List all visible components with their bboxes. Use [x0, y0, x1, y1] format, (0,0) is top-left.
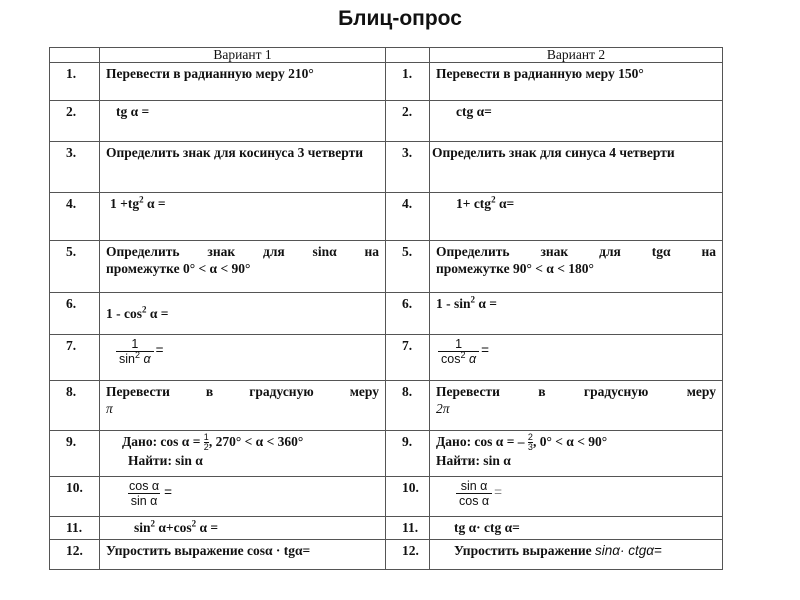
v1-question-2: tg α = — [100, 101, 386, 142]
table-row — [50, 241, 723, 293]
row-number: 10. — [50, 477, 100, 517]
row-number: 10. — [386, 477, 430, 517]
row-number: 1. — [50, 63, 100, 101]
v1-question-5: Определить знак для sinα на промежутке 0° < α < 90° — [100, 241, 386, 293]
row-number: 9. — [50, 431, 100, 477]
page-title: Блиц-опрос — [338, 7, 462, 30]
row-number: 1. — [386, 63, 430, 101]
table-row — [50, 293, 723, 335]
v1-question-6: $1 - \cos^2 \alpha$ = — [100, 293, 386, 335]
row-number: 12. — [386, 540, 430, 570]
table-row — [50, 431, 723, 477]
row-number: 3. — [50, 142, 100, 193]
v2-question-10: $\frac{\text{sin α}}{\text{cos α}}$ = — [430, 477, 723, 517]
table-row — [50, 517, 723, 540]
row-number: 11. — [50, 517, 100, 540]
v2-fraction-10: $\frac{\text{sin α}}{\text{cos α}}$ — [456, 479, 492, 508]
v2-question-3: Определить знак для синуса 4 четверти — [430, 142, 723, 193]
v1-question-12: Упростить выражение cosα · tgα= — [100, 540, 386, 570]
row-number: 7. — [50, 335, 100, 381]
table-row — [50, 381, 723, 431]
v2-question-8: Перевести в градусную меру 2π — [430, 381, 723, 431]
quiz-table — [49, 47, 723, 570]
v1-question-7: $\frac{1}{\sin^2 \alpha}$ = — [100, 335, 386, 381]
row-number: 12. — [50, 540, 100, 570]
v1-question-3: Определить знак для косинуса 3 четверти — [100, 142, 386, 193]
row-number: 7. — [386, 335, 430, 381]
v2-question-7: $\frac{1}{\cos^2 \alpha}$ = — [430, 335, 723, 381]
row-number: 2. — [50, 101, 100, 142]
v2-question-6: $1 - \sin^2 \alpha$ = — [430, 293, 723, 335]
table-row — [50, 142, 723, 193]
v1-question-8: Перевести в градусную меру π — [100, 381, 386, 431]
v1-question-10: $\frac{\text{cos α}}{\text{sin α}}$ = — [100, 477, 386, 517]
row-number: 5. — [50, 241, 100, 293]
row-number: 6. — [50, 293, 100, 335]
v2-question-12: Упростить выражение sinα· ctgα= — [430, 540, 723, 570]
header-variant-1: Вариант 1 — [100, 48, 386, 63]
v2-question-4: 1+ ctg$^2$ α= — [430, 193, 723, 241]
row-number: 8. — [386, 381, 430, 431]
v1-question-9: Дано: cos α = $\frac{1}{2}$ , 270° < α < 360° Найти: sin α — [100, 431, 386, 477]
header-row — [50, 48, 723, 63]
v2-question-1: Перевести в радианную меру 150° — [430, 63, 723, 101]
row-number: 6. — [386, 293, 430, 335]
v1-question-1: Перевести в радианную меру 210° — [100, 63, 386, 101]
table-row — [50, 101, 723, 142]
row-number: 2. — [386, 101, 430, 142]
v2-question-2: ctg α= — [430, 101, 723, 142]
row-number: 4. — [386, 193, 430, 241]
v2-question-5: Определить знак для tgα на промежутке 90° < α < 180° — [430, 241, 723, 293]
table-row — [50, 540, 723, 570]
row-number: 5. — [386, 241, 430, 293]
v1-fraction-7: $\frac{1}{\sin^2 \alpha}$ — [116, 337, 154, 366]
v2-question-9: Дано: cos α = – $\frac{2}{3}$ , 0° < α < 90° Найти: sin α — [430, 431, 723, 477]
header-variant-2: Вариант 2 — [430, 48, 723, 63]
v1-question-4: $1 +tg^2$ α = — [100, 193, 386, 241]
row-number: 8. — [50, 381, 100, 431]
table-row — [50, 63, 723, 101]
v1-question-11: $\sin^2 \alpha+\cos^2$ α = — [100, 517, 386, 540]
table-row — [50, 335, 723, 381]
table-row — [50, 477, 723, 517]
v1-fraction-10: $\frac{\text{cos α}}{\text{sin α}}$ — [129, 479, 160, 508]
table-row — [50, 193, 723, 241]
v2-question-11: tg α· ctg α= — [430, 517, 723, 540]
row-number: 9. — [386, 431, 430, 477]
row-number: 4. — [50, 193, 100, 241]
row-number: 11. — [386, 517, 430, 540]
row-number: 3. — [386, 142, 430, 193]
v2-fraction-7: $\frac{1}{\cos^2 \alpha}$ — [438, 337, 479, 366]
